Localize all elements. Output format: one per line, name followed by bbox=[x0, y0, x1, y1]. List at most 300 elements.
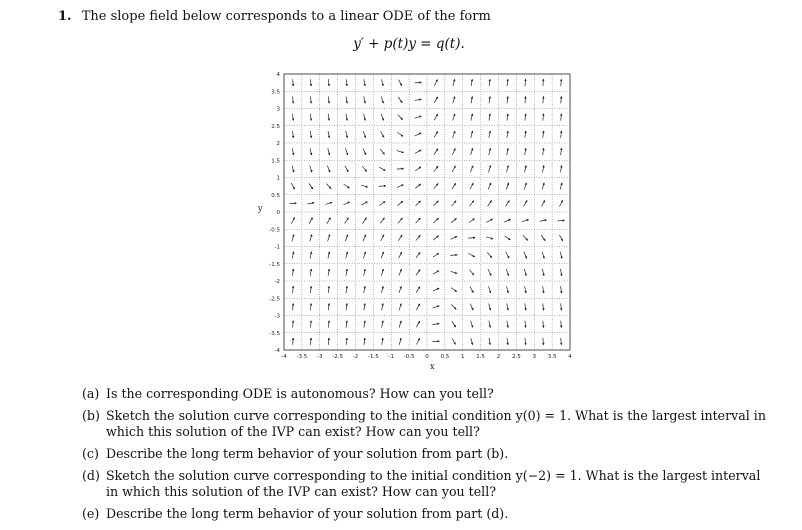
slope-arrow bbox=[346, 269, 347, 276]
slope-arrow bbox=[311, 338, 312, 345]
slope-arrow bbox=[488, 286, 490, 293]
slope-arrow bbox=[381, 269, 383, 276]
slope-arrow bbox=[507, 165, 509, 172]
slope-arrow bbox=[310, 96, 311, 103]
slope-arrow bbox=[543, 303, 544, 310]
slope-arrow bbox=[507, 338, 508, 345]
slope-arrow bbox=[542, 252, 544, 259]
slope-arrow bbox=[398, 115, 403, 120]
y-tick-label: -3.5 bbox=[269, 330, 280, 337]
x-tick-label: 4 bbox=[568, 354, 572, 360]
slope-arrow bbox=[471, 114, 473, 121]
slope-arrow bbox=[310, 235, 312, 242]
slope-arrow bbox=[416, 321, 419, 327]
slope-arrow bbox=[416, 201, 421, 206]
x-tick-label: 2 bbox=[496, 354, 501, 360]
slope-arrow bbox=[525, 165, 527, 172]
slope-arrow bbox=[543, 321, 544, 328]
slope-arrow bbox=[471, 148, 473, 155]
slope-arrow bbox=[507, 321, 508, 328]
slope-arrow bbox=[433, 218, 438, 223]
slope-arrow bbox=[309, 183, 313, 189]
slope-arrow bbox=[327, 166, 330, 172]
slope-arrow bbox=[380, 149, 385, 154]
slope-arrow bbox=[397, 201, 402, 205]
slope-arrow bbox=[292, 252, 293, 259]
slope-arrow bbox=[452, 201, 457, 206]
x-tick-label: 1 bbox=[461, 354, 465, 360]
slope-arrow bbox=[469, 270, 474, 275]
slope-arrow bbox=[345, 235, 347, 242]
slope-arrow bbox=[361, 202, 367, 205]
slope-arrow bbox=[524, 200, 528, 206]
slope-arrow bbox=[307, 203, 314, 204]
question-parts bbox=[82, 386, 772, 528]
slope-arrow bbox=[452, 148, 455, 154]
slope-arrow bbox=[310, 286, 311, 293]
slope-arrow bbox=[543, 131, 544, 138]
slope-arrow bbox=[434, 80, 437, 86]
question-part bbox=[82, 408, 772, 440]
slope-arrow bbox=[309, 218, 312, 224]
slope-arrow bbox=[543, 79, 544, 86]
slope-arrow bbox=[381, 131, 384, 137]
slope-arrow bbox=[363, 148, 366, 154]
slope-arrow bbox=[452, 166, 455, 172]
slope-arrow bbox=[292, 234, 294, 241]
slope-arrow bbox=[292, 131, 293, 138]
slope-arrow bbox=[344, 184, 350, 188]
x-tick-label: 0.5 bbox=[440, 354, 450, 360]
slope-arrow bbox=[328, 338, 329, 345]
slope-arrow bbox=[507, 286, 509, 293]
slope-arrow bbox=[381, 235, 384, 241]
slope-arrow bbox=[560, 165, 561, 172]
slope-arrow bbox=[434, 97, 437, 103]
slope-arrow bbox=[381, 252, 384, 259]
slope-arrow bbox=[561, 338, 562, 345]
slope-arrow bbox=[415, 167, 421, 171]
x-tick-label: -4 bbox=[281, 354, 287, 360]
slope-arrow bbox=[434, 149, 438, 155]
slope-arrow bbox=[293, 286, 294, 293]
slope-arrow bbox=[399, 321, 401, 328]
slope-arrow bbox=[541, 235, 545, 241]
slope-arrow bbox=[379, 167, 385, 170]
slope-arrow bbox=[380, 218, 384, 224]
slope-arrow bbox=[328, 321, 329, 328]
slope-arrow bbox=[489, 131, 490, 138]
slope-arrow bbox=[328, 235, 330, 242]
slope-arrow bbox=[560, 269, 561, 276]
slope-arrow bbox=[470, 287, 473, 293]
x-tick-label: 1.5 bbox=[476, 354, 485, 360]
slope-arrow bbox=[432, 323, 439, 324]
slope-arrow bbox=[311, 79, 312, 86]
question-part bbox=[82, 446, 772, 462]
slope-arrow bbox=[399, 304, 401, 311]
slope-arrow bbox=[293, 303, 294, 310]
slope-arrow bbox=[399, 252, 402, 258]
slope-arrow bbox=[506, 252, 509, 258]
slope-arrow bbox=[433, 306, 440, 308]
slope-arrow bbox=[397, 132, 403, 136]
slope-arrow bbox=[363, 235, 366, 241]
slope-arrow bbox=[293, 79, 294, 86]
slope-arrow bbox=[364, 303, 365, 310]
part-text: Sketch the solution curve corresponding to the initial condition y(0) = 1. What is the largest interval in which this solution of the IVP can exist? How can you tell? bbox=[106, 408, 766, 439]
slope-arrow bbox=[346, 96, 347, 103]
slope-arrow bbox=[471, 79, 472, 86]
y-tick-label: -2 bbox=[274, 279, 280, 285]
slope-arrow bbox=[561, 286, 562, 293]
part-text: Describe the long term behavior of your solution from part (d). bbox=[106, 506, 509, 521]
part-text: Is the corresponding ODE is autonomous? How can you tell? bbox=[106, 386, 494, 401]
x-tick-label: -2.5 bbox=[332, 354, 343, 360]
slope-arrow bbox=[328, 96, 329, 103]
slope-arrow bbox=[379, 201, 385, 205]
part-label: (b) bbox=[82, 408, 100, 423]
slope-arrow bbox=[292, 148, 293, 155]
slope-arrow bbox=[364, 114, 366, 121]
slope-arrow bbox=[561, 114, 562, 121]
slope-arrow bbox=[469, 253, 475, 256]
slope-arrow bbox=[346, 338, 347, 345]
slope-arrow bbox=[525, 338, 526, 345]
slope-arrow bbox=[433, 236, 438, 240]
slope-arrow bbox=[525, 96, 526, 103]
y-tick-label: 0.5 bbox=[271, 192, 280, 199]
slope-arrow bbox=[346, 79, 347, 86]
y-tick-label: 1 bbox=[276, 175, 280, 182]
slope-arrow bbox=[453, 131, 455, 138]
y-tick-label: -3 bbox=[274, 313, 280, 320]
slope-arrow bbox=[310, 166, 312, 173]
slope-arrow bbox=[364, 286, 365, 293]
slope-arrow bbox=[364, 338, 365, 345]
slope-arrow bbox=[434, 166, 438, 172]
x-tick-label: 0 bbox=[425, 354, 429, 360]
slope-arrow bbox=[559, 235, 562, 241]
slope-arrow bbox=[416, 270, 420, 276]
slope-arrow bbox=[450, 271, 457, 273]
slope-arrow bbox=[346, 114, 347, 121]
y-tick-label: 0 bbox=[276, 210, 280, 216]
y-tick-label: -0.5 bbox=[269, 227, 280, 234]
slope-arrow bbox=[543, 96, 544, 103]
slope-arrow bbox=[451, 236, 457, 239]
slope-arrow bbox=[364, 269, 366, 276]
slope-arrow bbox=[416, 304, 420, 310]
slope-arrow bbox=[453, 97, 455, 104]
slope-arrow bbox=[525, 148, 526, 155]
slope-arrow bbox=[399, 269, 402, 275]
slope-arrow bbox=[398, 218, 403, 223]
slope-arrow bbox=[451, 288, 457, 292]
slope-arrow bbox=[415, 116, 422, 118]
slope-arrow bbox=[540, 220, 547, 221]
slope-arrow bbox=[524, 252, 527, 258]
part-label: (e) bbox=[82, 506, 100, 521]
slope-arrow bbox=[525, 114, 526, 121]
slope-arrow bbox=[416, 252, 420, 258]
x-axis-label: x bbox=[430, 362, 435, 371]
slope-arrow bbox=[364, 321, 365, 328]
slope-arrow bbox=[381, 79, 383, 86]
slope-arrow bbox=[415, 99, 422, 100]
x-tick-label: 2.5 bbox=[512, 354, 521, 360]
slope-arrow bbox=[470, 166, 473, 173]
slope-arrow bbox=[560, 252, 562, 259]
slope-arrow bbox=[507, 131, 508, 138]
part-text: Describe the long term behavior of your solution from part (b). bbox=[106, 446, 509, 461]
slope-arrow bbox=[561, 96, 562, 103]
slope-arrow bbox=[327, 218, 331, 224]
slope-arrow bbox=[310, 252, 311, 259]
y-axis-label: y bbox=[258, 204, 263, 213]
y-tick-label: 3 bbox=[276, 106, 280, 113]
slope-arrow bbox=[416, 287, 420, 293]
slope-arrow bbox=[293, 96, 294, 103]
slope-arrow bbox=[381, 114, 384, 120]
slope-arrow bbox=[542, 269, 543, 276]
slope-arrow bbox=[328, 269, 329, 276]
slope-arrow bbox=[346, 131, 348, 138]
slope-arrow bbox=[364, 96, 365, 103]
slope-arrow bbox=[398, 235, 402, 241]
ode-equation: y′ + p(t)y = q(t). bbox=[353, 36, 465, 52]
slope-arrow bbox=[434, 201, 439, 206]
slope-arrow bbox=[382, 303, 384, 310]
y-tick-label: 3.5 bbox=[271, 89, 280, 96]
y-tick-label: -2.5 bbox=[269, 296, 280, 303]
slope-arrow bbox=[523, 235, 528, 240]
slope-arrow bbox=[452, 183, 456, 189]
question-part bbox=[82, 506, 772, 522]
slope-arrow bbox=[328, 252, 330, 259]
slope-arrow bbox=[328, 79, 329, 86]
slope-arrow bbox=[486, 237, 493, 239]
part-text: Sketch the solution curve corresponding to the initial condition y(−2) = 1. What is the largest interval in which this solution of the IVP can exist? How can you tell? bbox=[106, 468, 761, 499]
slope-arrow bbox=[522, 220, 529, 222]
slope-arrow bbox=[525, 303, 526, 310]
slope-arrow bbox=[415, 184, 420, 188]
slope-arrow bbox=[345, 166, 348, 172]
slope-arrow bbox=[361, 185, 368, 187]
slope-arrow bbox=[489, 148, 491, 155]
slope-arrow bbox=[543, 286, 544, 293]
slope-arrow bbox=[310, 131, 311, 138]
slope-arrow bbox=[328, 114, 329, 121]
slope-arrow bbox=[434, 114, 438, 120]
slope-arrow bbox=[489, 338, 490, 345]
problem-header bbox=[58, 9, 491, 24]
slope-arrow bbox=[453, 79, 455, 86]
slope-arrow bbox=[325, 202, 332, 204]
slope-arrow bbox=[345, 148, 347, 155]
slope-arrow bbox=[489, 114, 490, 121]
slope-arrow bbox=[451, 218, 456, 222]
slope-field-chart bbox=[248, 64, 588, 372]
slope-arrow bbox=[488, 269, 491, 275]
slope-arrow bbox=[345, 218, 349, 224]
slope-arrow bbox=[433, 271, 439, 274]
y-tick-label: 2.5 bbox=[271, 123, 280, 130]
slope-arrow bbox=[382, 321, 383, 328]
slope-arrow bbox=[525, 79, 526, 86]
slope-arrow bbox=[543, 114, 544, 121]
slope-arrow bbox=[310, 269, 311, 276]
slope-arrow bbox=[399, 338, 401, 345]
slope-arrow bbox=[346, 252, 348, 259]
slope-arrow bbox=[398, 80, 401, 86]
slope-arrow bbox=[416, 338, 419, 344]
slope-arrow bbox=[470, 304, 473, 310]
slope-arrow bbox=[399, 286, 401, 293]
slope-arrow bbox=[470, 201, 474, 207]
slope-arrow bbox=[434, 131, 438, 137]
slope-arrow bbox=[543, 148, 544, 155]
x-tick-label: -3 bbox=[317, 354, 323, 360]
slope-arrow bbox=[561, 131, 562, 138]
x-tick-label: 3.5 bbox=[547, 354, 557, 360]
x-tick-label: -2 bbox=[352, 354, 359, 360]
slope-arrow bbox=[488, 201, 492, 207]
slope-arrow bbox=[471, 338, 473, 345]
part-label: (c) bbox=[82, 446, 99, 461]
slope-arrow bbox=[506, 200, 510, 206]
slope-arrow bbox=[310, 114, 311, 121]
slope-arrow bbox=[433, 288, 439, 291]
slope-arrow bbox=[326, 184, 331, 189]
slope-arrow bbox=[541, 200, 544, 206]
slope-arrow bbox=[471, 96, 472, 103]
slope-arrow bbox=[505, 236, 511, 240]
slope-arrow bbox=[382, 338, 383, 345]
problem-number: 1. bbox=[58, 9, 72, 24]
slope-arrow bbox=[507, 303, 508, 310]
x-tick-label: -1.5 bbox=[368, 354, 379, 360]
problem-intro: The slope field below corresponds to a linear ODE of the form bbox=[81, 9, 491, 24]
slope-arrow bbox=[292, 269, 293, 276]
slope-arrow bbox=[381, 97, 383, 104]
slope-arrow bbox=[507, 96, 508, 103]
slope-arrow bbox=[471, 321, 473, 328]
slope-arrow bbox=[364, 79, 365, 86]
slope-arrow bbox=[489, 321, 490, 328]
slope-arrow bbox=[507, 114, 508, 121]
slope-arrow bbox=[328, 131, 329, 138]
x-tick-label: -1 bbox=[388, 354, 394, 360]
slope-arrow bbox=[416, 235, 421, 240]
slope-arrow bbox=[525, 321, 526, 328]
slope-arrow bbox=[525, 286, 526, 293]
slope-arrow bbox=[504, 219, 510, 222]
slope-arrow bbox=[433, 253, 439, 257]
slope-arrow bbox=[452, 321, 456, 327]
slope-arrow bbox=[328, 148, 330, 155]
x-tick-label: -0.5 bbox=[403, 354, 415, 360]
slope-arrow bbox=[543, 338, 544, 345]
slope-arrow bbox=[506, 269, 508, 276]
slope-arrow bbox=[328, 303, 329, 310]
slope-arrow bbox=[451, 304, 456, 309]
slope-arrow bbox=[453, 114, 455, 121]
slope-arrow bbox=[507, 79, 508, 86]
slope-arrow bbox=[507, 148, 508, 155]
y-tick-label: -1 bbox=[274, 244, 280, 251]
slope-arrow bbox=[506, 183, 508, 190]
slope-arrow bbox=[489, 303, 491, 310]
slope-arrow bbox=[363, 131, 365, 138]
question-part bbox=[82, 468, 772, 500]
slope-arrow bbox=[487, 219, 493, 222]
x-tick-label: 3 bbox=[532, 354, 536, 360]
slope-arrow bbox=[489, 79, 490, 86]
slope-arrow bbox=[362, 218, 366, 224]
slope-arrow bbox=[291, 183, 294, 189]
slope-arrow bbox=[363, 252, 365, 259]
slope-arrow bbox=[471, 131, 473, 138]
slope-arrow bbox=[346, 286, 347, 293]
slope-arrow bbox=[543, 165, 544, 172]
slope-arrow bbox=[397, 185, 403, 188]
y-tick-label: -1.5 bbox=[269, 261, 280, 268]
slope-arrow bbox=[524, 269, 526, 276]
slope-arrow bbox=[362, 166, 367, 171]
x-tick-label: -3.5 bbox=[296, 354, 308, 360]
slope-arrow bbox=[452, 338, 455, 344]
y-tick-label: 1.5 bbox=[271, 158, 280, 165]
slope-arrow bbox=[469, 219, 475, 223]
y-tick-label: 4 bbox=[276, 72, 280, 78]
part-label: (d) bbox=[82, 468, 100, 483]
slope-arrow bbox=[525, 131, 526, 138]
y-tick-label: 2 bbox=[276, 141, 280, 147]
slope-arrow bbox=[489, 166, 491, 173]
slope-arrow bbox=[293, 114, 294, 121]
slope-arrow bbox=[434, 183, 439, 188]
slope-arrow bbox=[311, 321, 312, 328]
slope-arrow bbox=[560, 183, 562, 190]
slope-arrow bbox=[561, 321, 562, 328]
slope-arrow bbox=[291, 218, 294, 224]
slope-arrow bbox=[310, 148, 311, 155]
slope-arrow bbox=[292, 165, 294, 172]
slope-arrow bbox=[381, 286, 383, 293]
slope-arrow bbox=[310, 303, 311, 310]
slope-arrow bbox=[489, 96, 490, 103]
slope-arrow bbox=[343, 202, 349, 205]
slope-arrow bbox=[415, 150, 421, 153]
slope-arrow bbox=[561, 148, 562, 155]
slope-arrow bbox=[542, 183, 544, 190]
slope-arrow bbox=[561, 303, 562, 310]
slope-arrow bbox=[416, 218, 421, 223]
slope-arrow bbox=[398, 97, 402, 103]
slope-arrow bbox=[415, 133, 421, 136]
slope-arrow bbox=[470, 183, 473, 189]
slope-arrow bbox=[524, 183, 526, 190]
y-tick-label: -4 bbox=[274, 348, 280, 354]
slope-arrow bbox=[346, 321, 347, 328]
question-part bbox=[82, 386, 772, 402]
part-label: (a) bbox=[82, 386, 100, 401]
slope-arrow bbox=[346, 303, 347, 310]
slope-arrow bbox=[293, 321, 294, 328]
slope-arrow bbox=[488, 183, 491, 189]
slope-arrow bbox=[328, 286, 329, 293]
